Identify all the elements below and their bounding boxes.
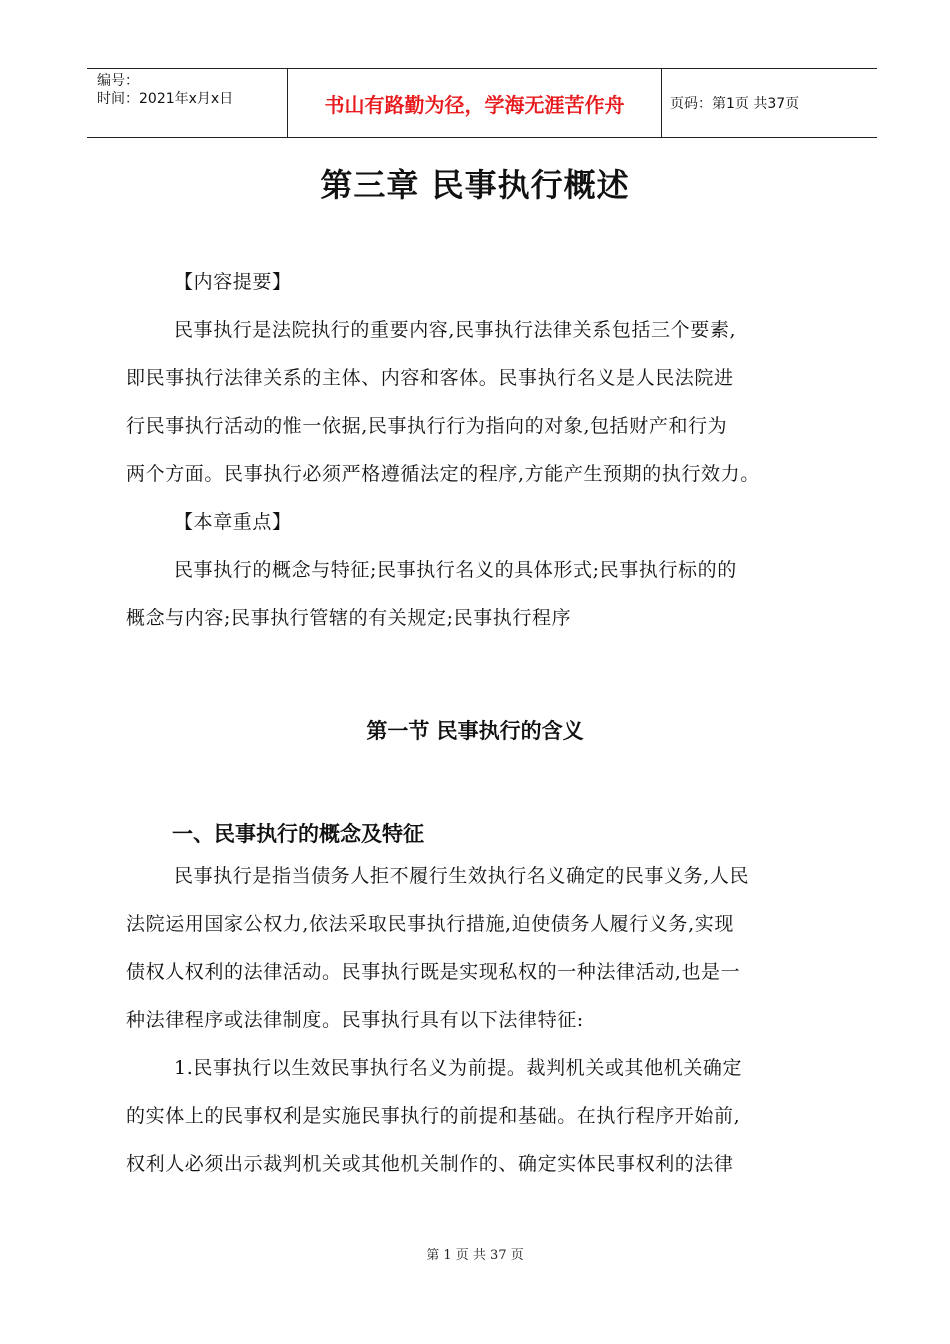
subsection-title: 一、民事执行的概念及特征 (172, 822, 424, 846)
section-title: 第一节 民事执行的含义 (366, 719, 584, 743)
key-points-label: 【本章重点】 (174, 511, 292, 533)
header-meta (87, 69, 287, 137)
item-1-line: 的实体上的民事权利是实施民事执行的前提和基础。在执行程序开始前, (126, 1105, 741, 1127)
summary-line: 民事执行是法院执行的重要内容,民事执行法律关系包括三个要素, (174, 319, 737, 341)
body-line: 民事执行是指当债务人拒不履行生效执行名义确定的民事义务,人民 (174, 865, 750, 887)
body-line: 法院运用国家公权力,依法采取民事执行措施,迫使债务人履行义务,实现 (126, 913, 734, 935)
body-paragraph (126, 852, 838, 1044)
page-footer: 第 1 页 共 37 页 (426, 1248, 524, 1263)
key-points-line: 民事执行的概念与特征;民事执行名义的具体形式;民事执行标的的 (174, 559, 737, 581)
page-header (87, 68, 877, 138)
summary-line: 即民事执行法律关系的主体、内容和客体。民事执行名义是人民法院进 (126, 367, 734, 389)
header-motto: 书山有路勤为径，学海无涯苦作舟 (287, 69, 662, 137)
item-1-line: 权利人必须出示裁判机关或其他机关制作的、确定实体民事权利的法律 (126, 1153, 734, 1175)
summary-line: 两个方面。民事执行必须严格遵循法定的程序,方能产生预期的执行效力。 (126, 463, 760, 485)
time-label: 时间：2021年x月x日 (97, 91, 234, 107)
key-points-paragraph (126, 546, 838, 642)
item-1-paragraph (126, 1044, 838, 1188)
body-line: 债权人权利的法律活动。民事执行既是实现私权的一种法律活动,也是一 (126, 961, 741, 983)
summary-label: 【内容提要】 (174, 271, 292, 293)
key-points-line: 概念与内容;民事执行管辖的有关规定;民事执行程序 (126, 607, 572, 629)
summary-line: 行民事执行活动的惟一依据,民事执行行为指向的对象,包括财产和行为 (126, 415, 728, 437)
number-label: 编号： (97, 73, 139, 89)
summary-paragraph (126, 306, 838, 498)
item-1-line: 1.民事执行以生效民事执行名义为前提。裁判机关或其他机关确定 (174, 1057, 743, 1079)
document-title: 第三章 民事执行概述 (320, 166, 630, 204)
header-page-info: 页码：第1页 共37页 (670, 96, 800, 112)
body-line: 种法律程序或法律制度。民事执行具有以下法律特征: (126, 1009, 584, 1031)
